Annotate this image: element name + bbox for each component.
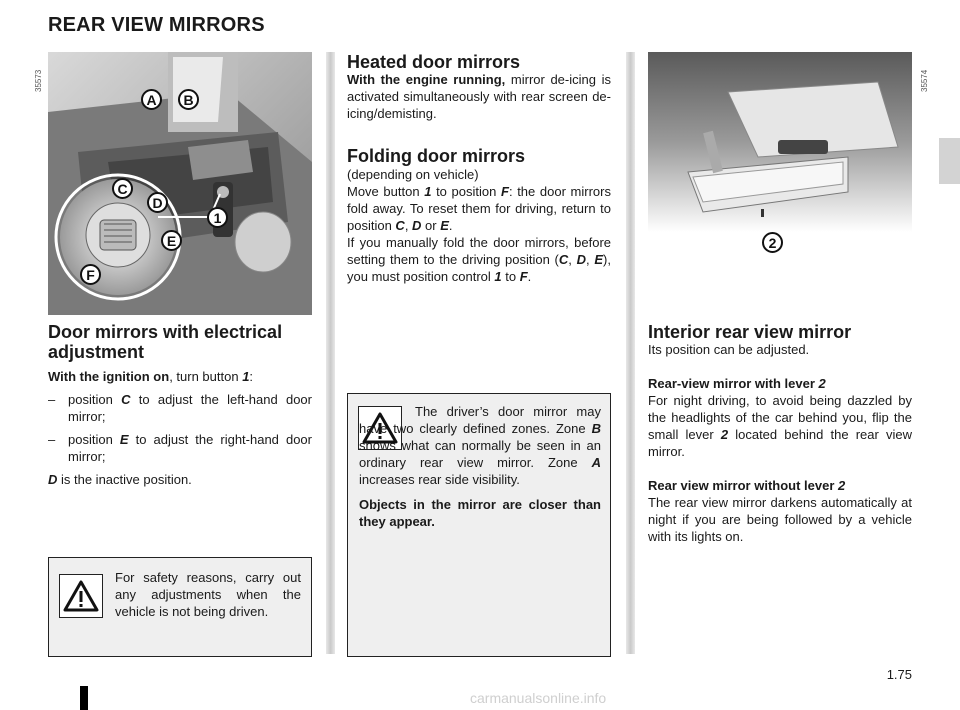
door-mirror-control-figure (48, 52, 312, 315)
callout-label: 1 (207, 207, 228, 228)
interior-mirror-figure (648, 52, 912, 315)
list-item: – position E to adjust the right-hand door mirror; (48, 431, 312, 465)
door-mirrors-list (48, 391, 312, 465)
door-mirrors-intro: With the ignition on, turn button 1: (48, 369, 254, 384)
no-lever-text: The rear view mirror darkens automatically at night if you are being followed by a vehicle with its lights on. (648, 495, 912, 544)
folding-mirrors-heading: Folding door mirrors (347, 146, 525, 166)
zones-warning-text (359, 403, 601, 530)
callout-label: A (141, 89, 162, 110)
callout-label: D (147, 192, 168, 213)
folding-sub: (depending on vehicle) (347, 167, 479, 182)
heated-mirrors-text: With the engine running, mirror de-icing is activated simultaneously with rear screen de-icing/demisting. (347, 72, 611, 121)
lever-title: Rear-view mirror with lever 2 (648, 376, 826, 391)
column-divider-left (326, 52, 335, 654)
interior-mirror-text (648, 341, 912, 545)
interior-mirror-illustration (648, 52, 912, 315)
callout-label: F (80, 264, 101, 285)
zones-warning-para: The driver’s door mirror may have two clearly defined zones. Zone B shows what can normally be seen in an ordinary rear view mirror. Zone A increases rear side visibility. (359, 404, 601, 487)
callout-label: E (161, 230, 182, 251)
figure-id-right: 35574 (920, 69, 929, 92)
safety-warning-box (48, 557, 312, 657)
column-divider-right (626, 52, 635, 654)
heated-mirrors-heading: Heated door mirrors (347, 52, 521, 72)
safety-warning-text: For safety reasons, carry out any adjustments when the vehicle is not being driven. (115, 570, 301, 619)
watermark: carmanualsonline.info (470, 690, 607, 706)
zones-warning-box (347, 393, 611, 657)
page-title: REAR VIEW MIRRORS (48, 14, 265, 36)
callout-label: C (112, 178, 133, 199)
warning-triangle-icon (59, 574, 103, 618)
page-number: 1.75 (886, 667, 912, 682)
interior-mirror-heading: Interior rear view mirror (648, 322, 852, 342)
objects-closer-note: Objects in the mirror are closer than they appear. (359, 497, 601, 529)
inactive-position-note: D is the inactive position. (48, 472, 192, 487)
callout-label: B (178, 89, 199, 110)
no-lever-title: Rear view mirror without lever 2 (648, 478, 846, 493)
callout-label: 2 (762, 232, 783, 253)
list-item: – position C to adjust the left-hand door mirror; (48, 391, 312, 425)
crop-mark (80, 686, 88, 710)
figure-id-left: 35573 (34, 69, 43, 92)
folding-para-2: If you manually fold the door mirrors, before setting them to the driving position (C, D, E), you must position control 1 to F. (347, 235, 611, 284)
interior-intro: Its position can be adjusted. (648, 342, 810, 357)
door-mirrors-text (48, 368, 312, 488)
section-tab (939, 138, 960, 184)
lever-text: For night driving, to avoid being dazzled by the headlights of the car behind you, flip the small lever 2 located behind the rear view mirror. (648, 393, 912, 459)
folding-para-1: Move button 1 to position F: the door mirrors fold away. To reset them for driving, return to position C, D or E. (347, 184, 611, 233)
folding-mirrors-text (347, 166, 611, 285)
door-mirrors-heading: Door mirrors with electrical adjustment (48, 322, 283, 362)
